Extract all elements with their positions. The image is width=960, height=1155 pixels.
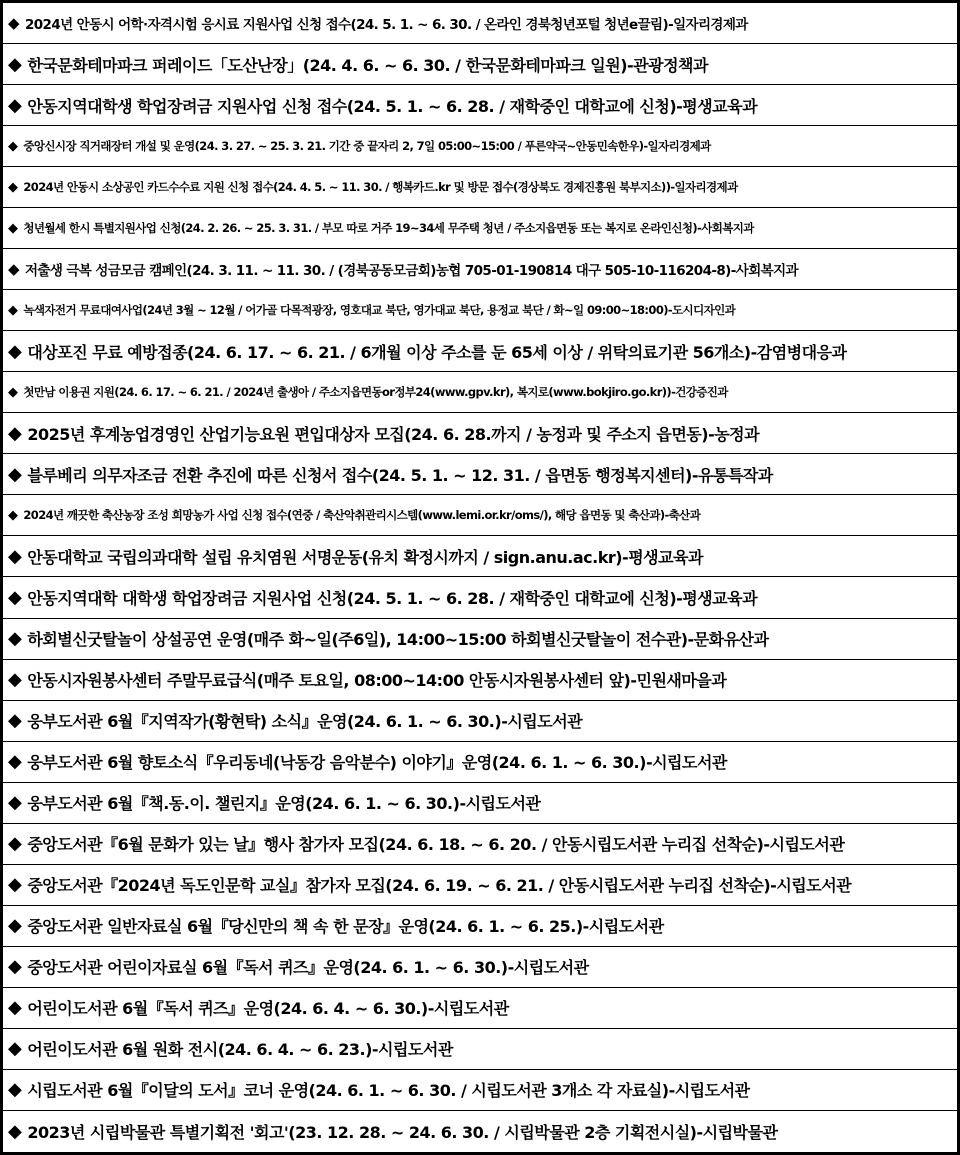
notice-text: 중앙신시장 직거래장터 개설 및 운영(24. 3. 27. ~ 25. 3. 21. 기간 중 끝자리 2, 7일 05:00~15:00 / 푸른약국~안동민속한우)-일자리경제과 [23,139,711,154]
notice-item [3,331,957,372]
diamond-bullet-icon: ◆ [8,1120,22,1142]
notice-item [3,44,957,85]
notice-item [3,3,957,44]
notice-item [3,619,957,660]
notice-text: 어린이도서관 6월 원화 전시(24. 6. 4. ~ 6. 23.)-시립도서관 [27,1040,453,1060]
notice-item [3,1111,957,1152]
diamond-bullet-icon: ◆ [8,340,22,362]
notice-item [3,1070,957,1111]
diamond-bullet-icon: ◆ [8,587,22,609]
diamond-bullet-icon: ◆ [8,874,22,896]
notice-item [3,372,957,413]
notice-text: 안동시자원봉사센터 주말무료급식(매주 토요일, 08:00~14:00 안동시자원봉사센터 앞)-민원새마을과 [27,671,727,691]
notice-item [3,167,957,208]
diamond-bullet-icon: ◆ [8,179,18,195]
diamond-bullet-icon: ◆ [8,628,22,650]
notice-item [3,947,957,988]
notice-text: 하회별신굿탈놀이 상설공연 운영(매주 화~일(주6일), 14:00~15:00 하회별신굿탈놀이 전수관)-문화유산과 [27,630,769,650]
notice-text: 2023년 시립박물관 특별기획전 '회고'(23. 12. 28. ~ 24. 6. 30. / 시립박물관 2층 기획전시실)-시립박물관 [27,1122,778,1142]
notice-text: 웅부도서관 6월 향토소식『우리동네(낙동강 음악분수) 이야기』운영(24. 6. 1. ~ 6. 30.)-시립도서관 [27,753,727,773]
notice-text: 2024년 안동시 소상공인 카드수수료 지원 신청 접수(24. 4. 5. ~ 11. 30. / 행복카드.kr 및 방문 접수(경상북도 경제진흥원 북부지소))-일자리경제과 [23,180,738,195]
notice-item [3,290,957,331]
notice-item [3,85,957,126]
notice-text: 2025년 후계농업경영인 산업기능요원 편입대상자 모집(24. 6. 28.까지 / 농정과 및 주소지 읍면동)-농정과 [27,424,760,444]
notice-item [3,454,957,495]
notice-text: 어린이도서관 6월『독서 퀴즈』운영(24. 6. 4. ~ 6. 30.)-시립도서관 [27,999,509,1019]
diamond-bullet-icon: ◆ [8,751,22,773]
diamond-bullet-icon: ◆ [8,997,22,1019]
diamond-bullet-icon: ◆ [8,1038,22,1060]
notice-text: 한국문화테마파크 퍼레이드「도산난장」(24. 4. 6. ~ 6. 30. / 한국문화테마파크 일원)-관광정책과 [27,55,708,75]
notice-text: 대상포진 무료 예방접종(24. 6. 17. ~ 6. 21. / 6개월 이상 주소를 둔 65세 이상 / 위탁의료기관 56개소)-감염병대응과 [27,342,847,362]
notice-text: 2024년 깨끗한 축산농장 조성 희망농가 사업 신청 접수(연중 / 축산악취관리시스템(www.lemi.or.kr/oms/), 해당 읍면동 및 축산과)-축산과 [23,508,701,523]
notice-text: 2024년 안동시 어학·자격시험 응시료 지원사업 신청 접수(24. 5. 1. ~ 6. 30. / 온라인 경북청년포털 청년e끌림)-일자리경제과 [24,17,748,34]
notice-text: 시립도서관 6월『이달의 도서』코너 운영(24. 6. 1. ~ 6. 30. / 시립도서관 3개소 각 자료실)-시립도서관 [27,1081,750,1101]
diamond-bullet-icon: ◆ [8,956,22,978]
notice-item [3,824,957,865]
notice-item [3,208,957,249]
diamond-bullet-icon: ◆ [8,463,22,485]
notice-item [3,988,957,1029]
diamond-bullet-icon: ◆ [8,94,22,116]
diamond-bullet-icon: ◆ [8,220,18,236]
diamond-bullet-icon: ◆ [8,14,19,33]
diamond-bullet-icon: ◆ [8,422,22,444]
notice-item [3,865,957,906]
diamond-bullet-icon: ◆ [8,302,18,318]
notice-text: 중앙도서관『6월 문화가 있는 날』행사 참가자 모집(24. 6. 18. ~ 6. 20. / 안동시립도서관 누리집 선착순)-시립도서관 [27,835,845,855]
diamond-bullet-icon: ◆ [8,507,18,523]
notice-text: 저출생 극복 성금모금 캠페인(24. 3. 11. ~ 11. 30. / (경북공동모금회)농협 705-01-190814 대구 505-10-116204-8)-사회복지과 [24,263,798,280]
diamond-bullet-icon: ◆ [8,915,22,937]
notice-item [3,1029,957,1070]
notice-text: 안동지역대학 대학생 학업장려금 지원사업 신청(24. 5. 1. ~ 6. 28. / 재학중인 대학교에 신청)-평생교육과 [27,589,758,609]
notice-text: 중앙도서관 어린이자료실 6월『독서 퀴즈』운영(24. 6. 1. ~ 6. 30.)-시립도서관 [27,958,589,978]
notice-text: 중앙도서관『2024년 독도인문학 교실』참가자 모집(24. 6. 19. ~ 6. 21. / 안동시립도서관 누리집 선착순)-시립도서관 [27,876,852,896]
notice-item [3,783,957,824]
notice-item [3,536,957,577]
diamond-bullet-icon: ◆ [8,710,22,732]
diamond-bullet-icon: ◆ [8,1079,22,1101]
notice-text: 첫만남 이용권 지원(24. 6. 17. ~ 6. 21. / 2024년 출생아 / 주소지읍면동or정부24(www.gpv.kr), 복지로(www.bokjiro.go.kr))-건강증진과 [23,385,728,400]
notice-item [3,906,957,947]
notice-text: 청년월세 한시 특별지원사업 신청(24. 2. 26. ~ 25. 3. 31. / 부모 따로 거주 19~34세 무주택 청년 / 주소지읍면동 또는 복지로 온라인신청)-사회복지과 [23,221,754,236]
diamond-bullet-icon: ◆ [8,669,22,691]
notice-item [3,126,957,167]
diamond-bullet-icon: ◆ [8,833,22,855]
notice-text: 안동대학교 국립의과대학 설립 유치염원 서명운동(유치 확정시까지 / sign.anu.ac.kr)-평생교육과 [27,547,703,567]
notice-item [3,249,957,290]
notice-text: 안동지역대학생 학업장려금 지원사업 신청 접수(24. 5. 1. ~ 6. 28. / 재학중인 대학교에 신청)-평생교육과 [27,96,758,116]
diamond-bullet-icon: ◆ [8,260,19,279]
notice-text: 블루베리 의무자조금 전환 추진에 따른 신청서 접수(24. 5. 1. ~ 12. 31. / 읍면동 행정복지센터)-유통특작과 [27,465,773,485]
notice-item [3,660,957,701]
notice-item [3,413,957,454]
diamond-bullet-icon: ◆ [8,792,22,814]
notice-item [3,495,957,536]
notice-item [3,742,957,783]
notice-text: 웅부도서관 6월『지역작가(황현탁) 소식』운영(24. 6. 1. ~ 6. 30.)-시립도서관 [27,712,583,732]
notice-item [3,578,957,619]
diamond-bullet-icon: ◆ [8,53,22,75]
notice-text: 웅부도서관 6월『책.동.이. 챌린지』운영(24. 6. 1. ~ 6. 30.)-시립도서관 [27,794,541,814]
notice-text: 중앙도서관 일반자료실 6월『당신만의 책 속 한 문장』운영(24. 6. 1. ~ 6. 25.)-시립도서관 [27,917,664,937]
diamond-bullet-icon: ◆ [8,384,18,400]
notice-text: 녹색자전거 무료대여사업(24년 3월 ~ 12월 / 어가골 다목적광장, 영호대교 북단, 영가대교 북단, 용정교 북단 / 화~일 09:00~18:00)-도시디자인과 [23,303,736,318]
diamond-bullet-icon: ◆ [8,545,22,567]
notice-item [3,701,957,742]
diamond-bullet-icon: ◆ [8,138,18,154]
